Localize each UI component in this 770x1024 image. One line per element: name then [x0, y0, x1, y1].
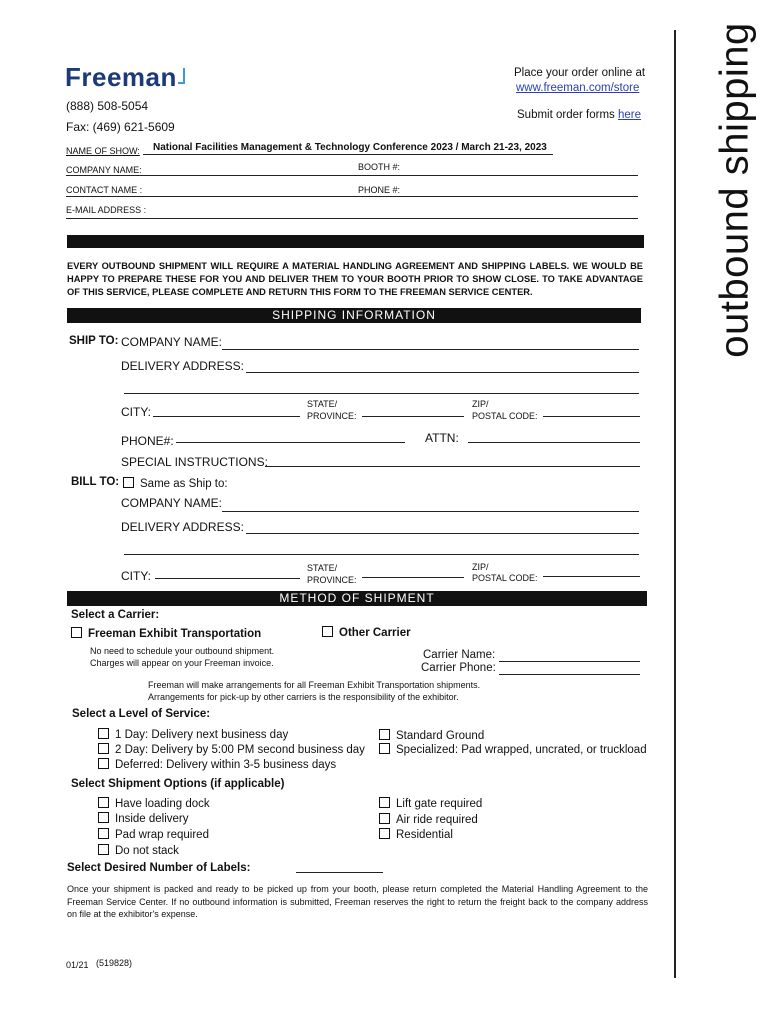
level-deferred-option[interactable]	[98, 758, 336, 771]
level-standard-label: Standard Ground	[396, 730, 485, 742]
logo-mark-icon	[178, 68, 185, 84]
notice-text: EVERY OUTBOUND SHIPMENT WILL REQUIRE A MATERIAL HANDLING AGREEMENT AND SHIPPING LABELS. WE WOULD BE HAPPY TO PREPARE THESE FOR YOU AND DELIVER THEM TO YOUR BOOTH PRIOR TO SHOW CLOSE. TO TAKE ADVANTAGE OF THIS SERVICE, PLEASE COMPLETE AND RETURN THIS FORM TO THE FREEMAN SERVICE CENTER.	[67, 261, 643, 297]
residential-label: Residential	[396, 829, 453, 841]
contact-name-label: CONTACT NAME :	[66, 185, 143, 195]
show-name: National Facilities Management & Technology Conference 2023 / March 21-23, 2023	[153, 142, 547, 153]
email-field[interactable]	[66, 218, 638, 219]
bill-address-label: DELIVERY ADDRESS:	[121, 520, 244, 534]
company-name-label: COMPANY NAME:	[66, 165, 142, 175]
form-date-code: 01/21	[66, 960, 89, 970]
submit-here-link[interactable]: here	[617, 109, 642, 121]
level-standard-option[interactable]	[379, 729, 484, 742]
contact-name-field[interactable]	[66, 196, 638, 197]
freeman-note-1: No need to schedule your outbound shipment.	[90, 646, 275, 656]
other-carrier-option[interactable]	[322, 626, 411, 639]
ship-zip-label-1: ZIP/	[472, 399, 489, 409]
email-label: E-MAIL ADDRESS :	[66, 205, 147, 215]
ship-company-field[interactable]	[222, 349, 639, 350]
side-divider	[674, 30, 676, 978]
do-not-stack-label: Do not stack	[115, 845, 179, 857]
inside-delivery-label: Inside delivery	[115, 813, 189, 825]
ship-zip-label-2: POSTAL CODE:	[472, 411, 538, 421]
ship-state-field[interactable]	[362, 416, 464, 417]
ship-phone-field[interactable]	[176, 442, 405, 443]
freeman-carrier-label: Freeman Exhibit Transportation	[88, 628, 262, 640]
shipping-info-bar: SHIPPING INFORMATION	[67, 308, 641, 323]
level-1-day-label: 1 Day: Delivery next business day	[115, 729, 289, 741]
level-1-day-checkbox[interactable]	[98, 728, 109, 739]
arrangement-note-1: Freeman will make arrangements for all Freeman Exhibit Transportation shipments.	[148, 680, 481, 690]
freeman-carrier-option[interactable]	[71, 627, 261, 640]
attn-field[interactable]	[468, 442, 640, 443]
level-1-day-option[interactable]	[98, 728, 288, 741]
level-2-day-label: 2 Day: Delivery by 5:00 PM second business day	[115, 744, 365, 756]
labels-count-label: Select Desired Number of Labels:	[67, 862, 251, 874]
residential-checkbox[interactable]	[379, 828, 390, 839]
option-air-ride[interactable]	[379, 813, 478, 826]
other-carrier-checkbox[interactable]	[322, 626, 333, 637]
bill-address-field[interactable]	[246, 533, 639, 534]
do-not-stack-checkbox[interactable]	[98, 844, 109, 855]
phone-number: (888) 508-5054	[66, 99, 149, 113]
loading-dock-checkbox[interactable]	[98, 797, 109, 808]
bill-state-label-1: STATE/	[307, 563, 338, 573]
arrangement-note-2: Arrangements for pick-up by other carriers is the responsibility of the exhibitor.	[148, 692, 459, 702]
option-do-not-stack[interactable]	[98, 844, 179, 857]
level-standard-checkbox[interactable]	[379, 729, 390, 740]
service-level-label: Select a Level of Service:	[72, 708, 211, 720]
show-label: NAME OF SHOW:	[66, 146, 140, 156]
option-loading-dock[interactable]	[98, 797, 210, 810]
freeman-carrier-checkbox[interactable]	[71, 627, 82, 638]
bill-address-field-2[interactable]	[124, 554, 639, 555]
ship-phone-label: PHONE#:	[121, 434, 174, 448]
fax-number: Fax: (469) 621-5609	[66, 120, 175, 134]
level-specialized-checkbox[interactable]	[379, 743, 390, 754]
option-inside-delivery[interactable]	[98, 812, 189, 825]
ship-to-label: SHIP TO:	[69, 335, 119, 347]
freeman-logo: Freeman	[65, 62, 177, 92]
phone-label: PHONE #:	[358, 185, 401, 195]
special-instructions-field[interactable]	[265, 466, 640, 467]
air-ride-checkbox[interactable]	[379, 813, 390, 824]
option-residential[interactable]	[379, 828, 453, 841]
option-pad-wrap[interactable]	[98, 828, 209, 841]
special-instructions-label: SPECIAL INSTRUCTIONS:	[121, 455, 268, 469]
ship-address-field[interactable]	[246, 372, 639, 373]
air-ride-label: Air ride required	[396, 814, 478, 826]
bill-zip-field[interactable]	[543, 576, 640, 577]
loading-dock-label: Have loading dock	[115, 798, 210, 810]
same-as-ship-option[interactable]	[123, 477, 228, 490]
carrier-phone-field[interactable]	[499, 674, 640, 675]
bill-city-field[interactable]	[155, 578, 300, 579]
ship-address-label: DELIVERY ADDRESS:	[121, 359, 244, 373]
lift-gate-checkbox[interactable]	[379, 797, 390, 808]
ship-city-label: CITY:	[121, 405, 152, 419]
ship-address-field-2[interactable]	[124, 393, 639, 394]
same-as-ship-label: Same as Ship to:	[140, 478, 228, 490]
pad-wrap-label: Pad wrap required	[115, 829, 209, 841]
order-online-text: Place your order online at	[514, 67, 646, 79]
level-2-day-checkbox[interactable]	[98, 743, 109, 754]
ship-zip-field[interactable]	[543, 416, 640, 417]
pad-wrap-checkbox[interactable]	[98, 828, 109, 839]
level-specialized-option[interactable]	[379, 743, 647, 756]
inside-delivery-checkbox[interactable]	[98, 812, 109, 823]
booth-label: BOOTH #:	[358, 162, 401, 172]
ship-state-label-1: STATE/	[307, 399, 338, 409]
other-carrier-label: Other Carrier	[339, 627, 411, 639]
ship-state-label-2: PROVINCE:	[307, 411, 357, 421]
ship-company-label: COMPANY NAME:	[121, 335, 222, 349]
bill-city-label: CITY:	[121, 569, 152, 583]
option-lift-gate[interactable]	[379, 797, 482, 810]
bill-to-label: BILL TO:	[71, 476, 120, 488]
level-specialized-label: Specialized: Pad wrapped, uncrated, or truckload	[396, 744, 647, 756]
bill-company-field[interactable]	[222, 511, 639, 512]
freeman-note-2: Charges will appear on your Freeman invoice.	[90, 658, 274, 668]
level-2-day-option[interactable]	[98, 743, 365, 756]
shipment-options-label: Select Shipment Options (if applicable)	[71, 778, 285, 790]
store-link[interactable]: www.freeman.com/store	[516, 82, 640, 94]
carrier-name-field[interactable]	[499, 661, 640, 662]
company-name-field[interactable]	[66, 175, 638, 176]
carrier-phone-label: Carrier Phone:	[421, 662, 496, 674]
lift-gate-label: Lift gate required	[396, 798, 483, 810]
closing-paragraph: Once your shipment is packed and ready to be picked up from your booth, please return completed the Material Handling Agreement to the Freeman Service Center. If no outbound information is submitted, Freeman reserves the right to return the freight back to the company address on file at the exhibitor's expense.	[67, 884, 648, 919]
attn-label: ATTN:	[425, 431, 459, 445]
level-deferred-checkbox[interactable]	[98, 758, 109, 769]
method-shipment-bar: METHOD OF SHIPMENT	[67, 591, 647, 606]
bill-zip-label-2: POSTAL CODE:	[472, 573, 538, 583]
bill-state-label-2: PROVINCE:	[307, 575, 357, 585]
bill-zip-label-1: ZIP/	[472, 562, 489, 572]
select-carrier-label: Select a Carrier:	[71, 609, 160, 621]
submit-forms-text: Submit order forms here	[517, 109, 642, 121]
level-deferred-label: Deferred: Delivery within 3-5 business days	[115, 759, 337, 771]
ship-city-field[interactable]	[153, 416, 300, 417]
form-number-code: (519828)	[96, 958, 133, 968]
black-divider-bar	[67, 235, 644, 248]
same-as-ship-checkbox[interactable]	[123, 477, 134, 488]
labels-count-field[interactable]	[296, 872, 383, 873]
side-title: outbound shipping	[712, 22, 757, 358]
bill-state-field[interactable]	[362, 577, 464, 578]
carrier-name-label: Carrier Name:	[423, 649, 496, 661]
show-underline	[143, 154, 553, 155]
bill-company-label: COMPANY NAME:	[121, 496, 222, 510]
